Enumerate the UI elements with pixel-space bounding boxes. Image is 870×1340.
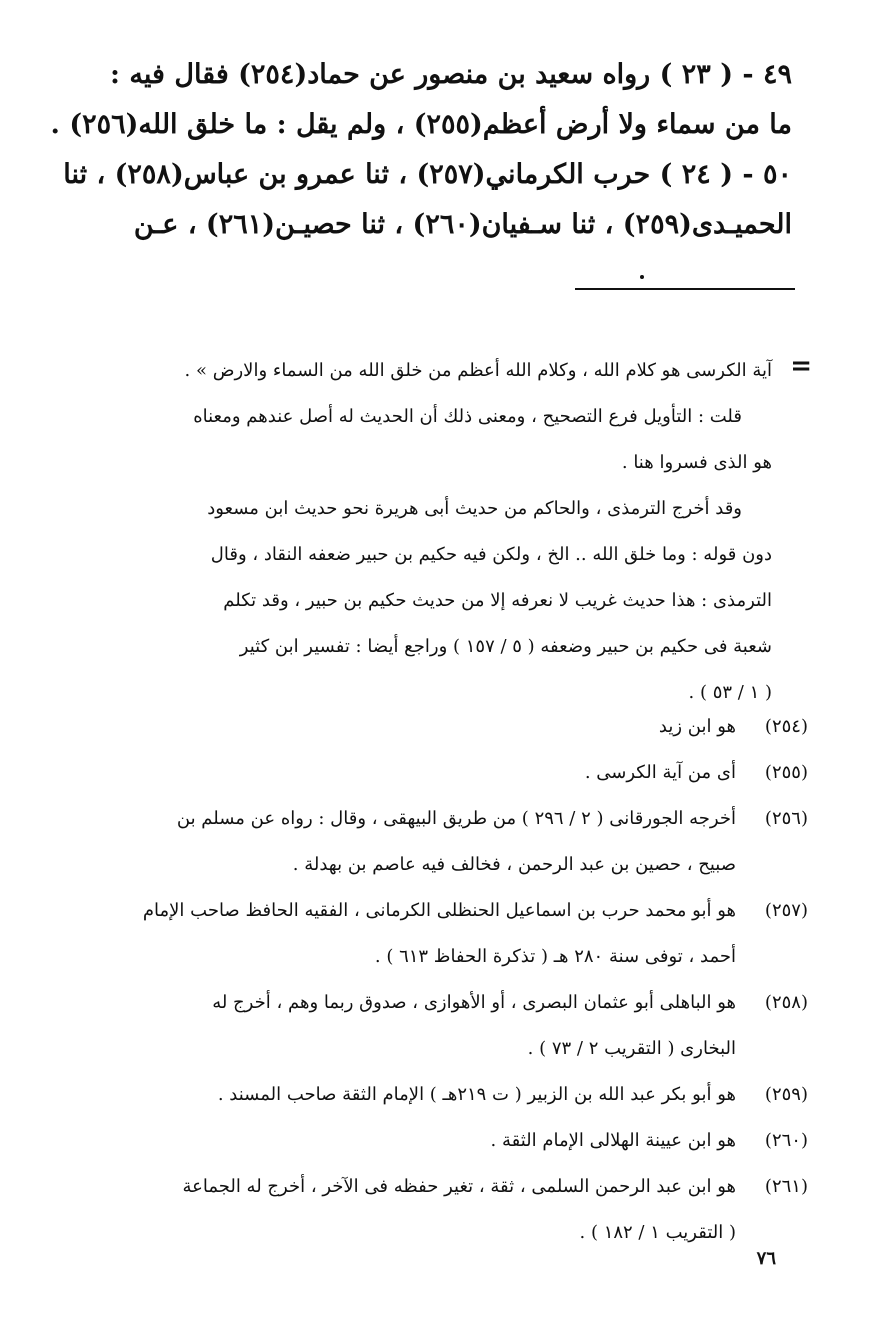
footnote-line: هو ابن زيد [658,716,736,737]
footnote-line: هو ابن عيينة الهلالى الإمام الثقة . [490,1130,736,1151]
continued-line: قلت : التأويل فرع التصحيح ، ومعنى ذلك أن الحديث له أصل عندهم ومعناه [193,406,742,427]
continued-line: هو الذى فسروا هنا . [621,452,772,473]
footnote [72,1164,808,1256]
footnotes-list [72,704,808,1256]
continued-footnote [72,348,772,716]
continued-line: وقد أخرج الترمذى ، والحاكم من حديث أبى هريرة نحو حديث ابن مسعود [207,498,742,519]
main-text-line: الحميـدى(٢٥٩) ، ثنا سـفيان(٢٦٠) ، ثنا حصيـن(٢٦١) ، عـن [133,209,792,240]
main-text-line: ٥٠ - ( ٢٤ ) حرب الكرماني(٢٥٧) ، ثنا عمرو بن عباس(٢٥٨) ، ثنا [63,159,792,190]
footnote-number: (٢٥٤) [764,716,808,737]
footnote [72,980,808,1072]
footnote-line: أخرجه الجورقانى ( ٢ / ٢٩٦ ) من طريق البيهقى ، وقال : رواه عن مسلم بن [176,808,736,829]
footnote [72,796,808,888]
main-text [50,50,792,250]
main-text-line: ما من سماء ولا أرض أعظم(٢٥٥) ، ولم يقل : ما خلق الله(٢٥٦) . [50,109,792,140]
footnote-line: صبيح ، حصين بن عبد الرحمن ، فخالف فيه عاصم بن بهدلة . [292,854,736,875]
continued-line: دون قوله : وما خلق الله .. الخ ، ولكن فيه حكيم بن حبير ضعفه النقاد ، وقال [210,544,772,565]
footnote-number: (٢٥٩) [764,1084,808,1105]
continued-line: الترمذى : هذا حديث غريب لا نعرفه إلا من حديث حكيم بن حبير ، وقد تكلم [223,590,772,611]
footnote-line: هو أبو بكر عبد الله بن الزبير ( ت ٢١٩هـ ) الإمام الثقة صاحب المسند . [217,1084,736,1105]
main-text-line: ٤٩ - ( ٢٣ ) رواه سعيد بن منصور عن حماد(٢٥٤) فقال فيه : [110,59,792,90]
footnote-number: (٢٥٦) [764,808,808,829]
separator-dot [640,275,644,279]
notes-area [72,348,808,716]
footnote-line: هو ابن عبد الرحمن السلمى ، ثقة ، تغير حفظه فى الآخر ، أخرج له الجماعة [182,1176,736,1197]
footnote [72,1118,808,1164]
footnote-separator [575,288,795,290]
footnote-number: (٢٦٠) [764,1130,808,1151]
footnote-line: أى من آية الكرسى . [584,762,736,783]
footnote [72,704,808,750]
continued-line: ( ١ / ٥٣ ) . [688,682,772,703]
footnote [72,1072,808,1118]
footnote [72,888,808,980]
footnote-number: (٢٥٧) [764,900,808,921]
footnote [72,750,808,796]
continued-line: شعبة فى حكيم بن حبير وضعفه ( ٥ / ١٥٧ ) وراجع أيضا : تفسير ابن كثير [239,636,772,657]
footnote-number: (٢٥٨) [764,992,808,1013]
footnote-number: (٢٦١) [764,1176,808,1197]
footnote-number: (٢٥٥) [764,762,808,783]
page-number: ٧٦ [756,1248,776,1269]
footnote-line: البخارى ( التقريب ٢ / ٧٣ ) . [527,1038,736,1059]
footnote-line: هو الباهلى أبو عثمان البصرى ، أو الأهوازى ، صدوق ربما وهم ، أخرج له [212,992,736,1013]
footnote-line: ( التقريب ١ / ١٨٢ ) . [579,1222,736,1243]
footnote-line: هو أبو محمد حرب بن اسماعيل الحنظلى الكرمانى ، الفقيه الحافظ صاحب الإمام [142,900,736,921]
continuation-mark: = [790,351,812,381]
continued-line: آية الكرسى هو كلام الله ، وكلام الله أعظم من خلق الله من السماء والارض » . [184,360,772,381]
footnote-line: أحمد ، توفى سنة ٢٨٠ هـ ( تذكرة الحفاظ ٦١٣ ) . [374,946,736,967]
